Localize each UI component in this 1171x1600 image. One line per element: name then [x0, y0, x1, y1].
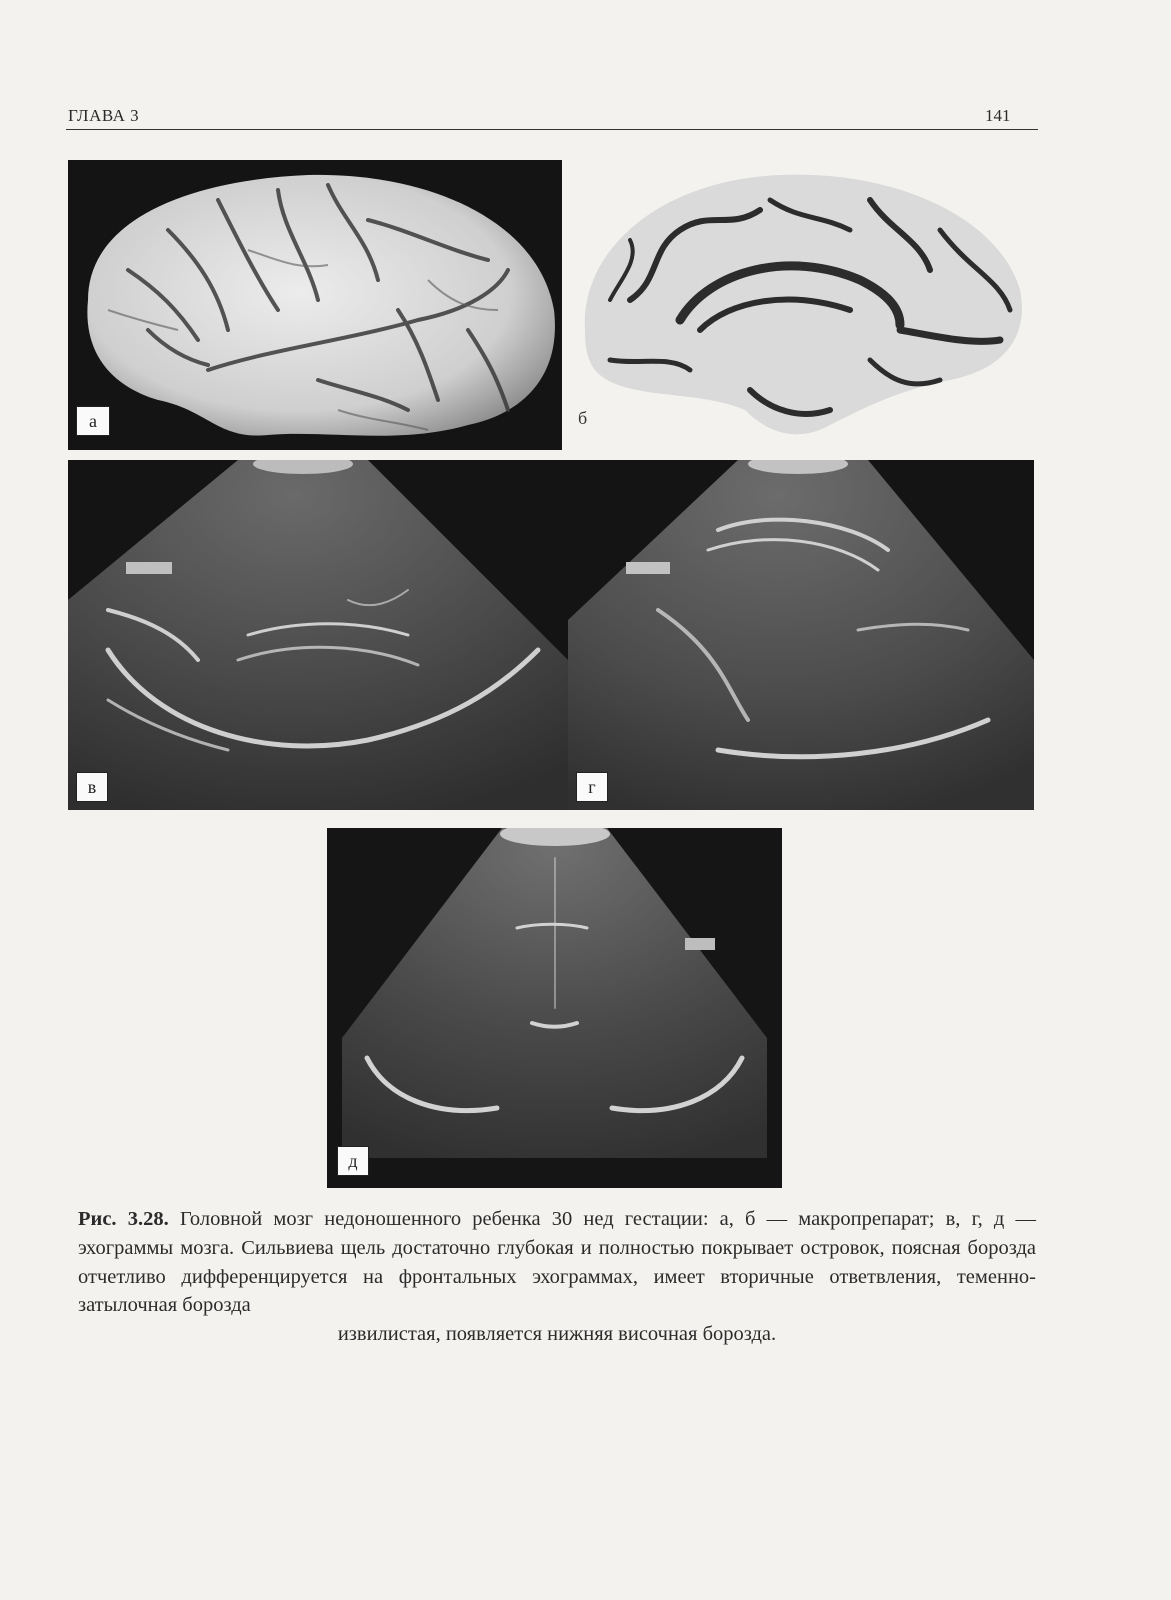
panel-b-brain-medial	[570, 160, 1030, 450]
panel-d-label: д	[337, 1146, 369, 1176]
brain-lateral-image	[68, 160, 562, 450]
ultrasound-coronal-image	[327, 828, 782, 1188]
figure-caption	[78, 1205, 1036, 1349]
panel-a-brain-photo	[68, 160, 562, 450]
panel-d-ultrasound	[327, 828, 782, 1188]
panel-a-label: а	[76, 406, 110, 436]
ultrasound-sagittal-image	[68, 460, 568, 810]
panel-g-label: г	[576, 772, 608, 802]
caption-figure-number: Рис. 3.28.	[78, 1208, 169, 1230]
panel-b-label: б	[578, 408, 588, 428]
brain-medial-image	[570, 160, 1030, 450]
header-rule	[66, 129, 1038, 130]
panel-g-ultrasound	[568, 460, 1034, 810]
ultrasound-parasagittal-image	[568, 460, 1034, 810]
caption-last-line: извилистая, появляется нижняя височная борозда.	[337, 1323, 777, 1346]
page-number: 141	[985, 106, 1011, 125]
caption-text: Головной мозг недоношенного ребенка 30 нед гестации: а, б — макропрепарат; в, г, д — эхограммы мозга. Сильвиева щель достаточно глубокая и полностью покрывает островок, поясная борозда отчетливо дифференцируется на фронтальных эхограммах, имеет вторичные ответвления, теменно-затылочная борозда	[78, 1208, 1036, 1317]
panel-v-ultrasound	[68, 460, 568, 810]
panel-v-label: в	[76, 772, 108, 802]
chapter-title: ГЛАВА 3	[68, 106, 140, 125]
